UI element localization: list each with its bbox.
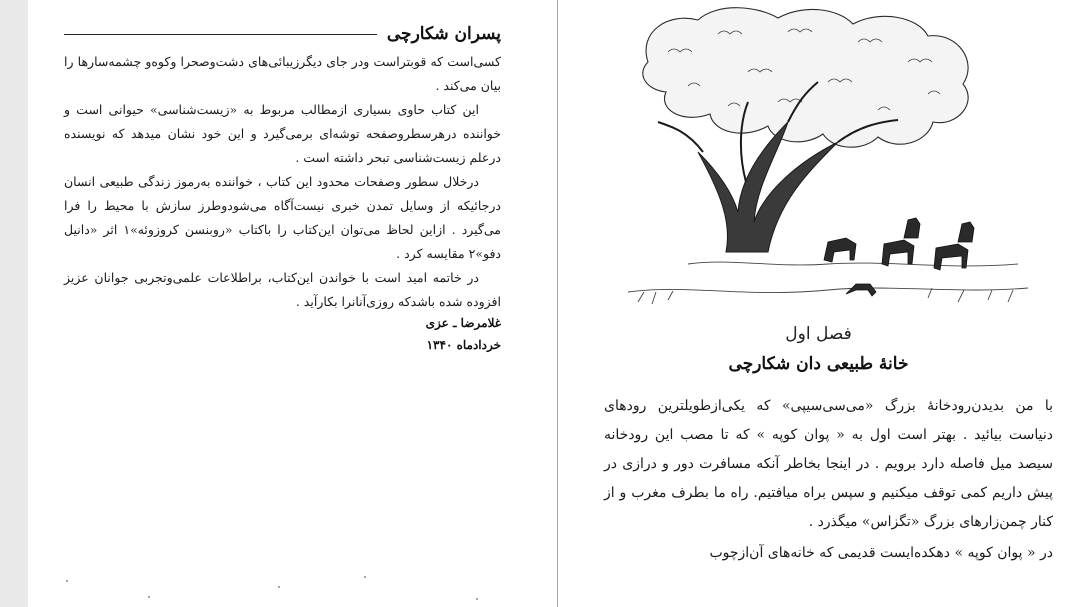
signature bbox=[426, 312, 501, 356]
right-page bbox=[558, 0, 1079, 607]
chapter-number: فصل اول bbox=[785, 324, 852, 344]
chapter-heading: خانهٔ طبیعی دان شکارچی bbox=[728, 354, 909, 374]
header-rule bbox=[64, 34, 377, 35]
chapter-text bbox=[604, 392, 1053, 568]
signature-date: خردادماه ۱۳۴۰ bbox=[426, 338, 501, 352]
paragraph: با من بدیدن‌رودخانهٔ بزرگ «می‌سی‌سیپی» که یکی‌ازطویلترین رودهای دنیاست بیائید . بهتر است اول به « پوان کوپه » که تا مصب این رودخانه سیصد میل فاصله دارد برویم . در اینجا بخاطر آنکه مسافرت دور و درازی در پیش داریم کمی توقف میکنیم و سپس براه میافتیم. راه ما بطرف مغرب و از کنار چمن‌زارهای بزرگ «تگزاس» میگذرد . bbox=[604, 398, 1053, 530]
chapter-header bbox=[64, 22, 501, 46]
left-page bbox=[28, 0, 558, 607]
paragraph: درخلال سطور وصفحات محدود این کتاب ، خواننده به‌رموز زندگی طبیعی انسان درجائیکه از وسایل تمدن خبری نیست‌آگاه می‌شودوطرز سازش با محیط را فرا می‌گیرد . ازاین لحاظ می‌توان این‌کتاب را باکتاب «روبنسن کروزوئه»۱ اثر «دانیل دفو»۲ مقایسه کرد . bbox=[64, 174, 502, 261]
preface-text bbox=[64, 50, 501, 314]
paragraph: در خاتمه امید است با خواندن این‌کتاب، براطلاعات علمی‌وتجربی جوانان عزیز افزوده شده باشدکه روزی‌آنانرا بکارآید . bbox=[64, 270, 501, 309]
paragraph: کسی‌است که قوبتراست ودر جای دیگرزیبائی‌های دشت‌وصحرا وکوه‌و چشمه‌سارها را بیان می‌کند . bbox=[64, 54, 501, 93]
chapter-title: پسران شکارچی bbox=[386, 24, 501, 44]
tree-and-horsemen-illustration bbox=[628, 2, 1028, 314]
signature-name: غلامرضا ـ عزی bbox=[425, 316, 501, 330]
paragraph: این کتاب حاوی بسیاری ازمطالب مربوط به «زیست‌شناسی» حیوانی است و خواننده درهر‌سطروصفحه توشه‌ای برمی‌گیرد و این خود نشان میدهد که نویسنده درعلم زیست‌شناسی تبحر داشته است . bbox=[64, 102, 501, 165]
paragraph: در « پوان کوپه » دهکده‌ایست قدیمی که خانه‌های آن‌ازچوب bbox=[709, 545, 1053, 561]
